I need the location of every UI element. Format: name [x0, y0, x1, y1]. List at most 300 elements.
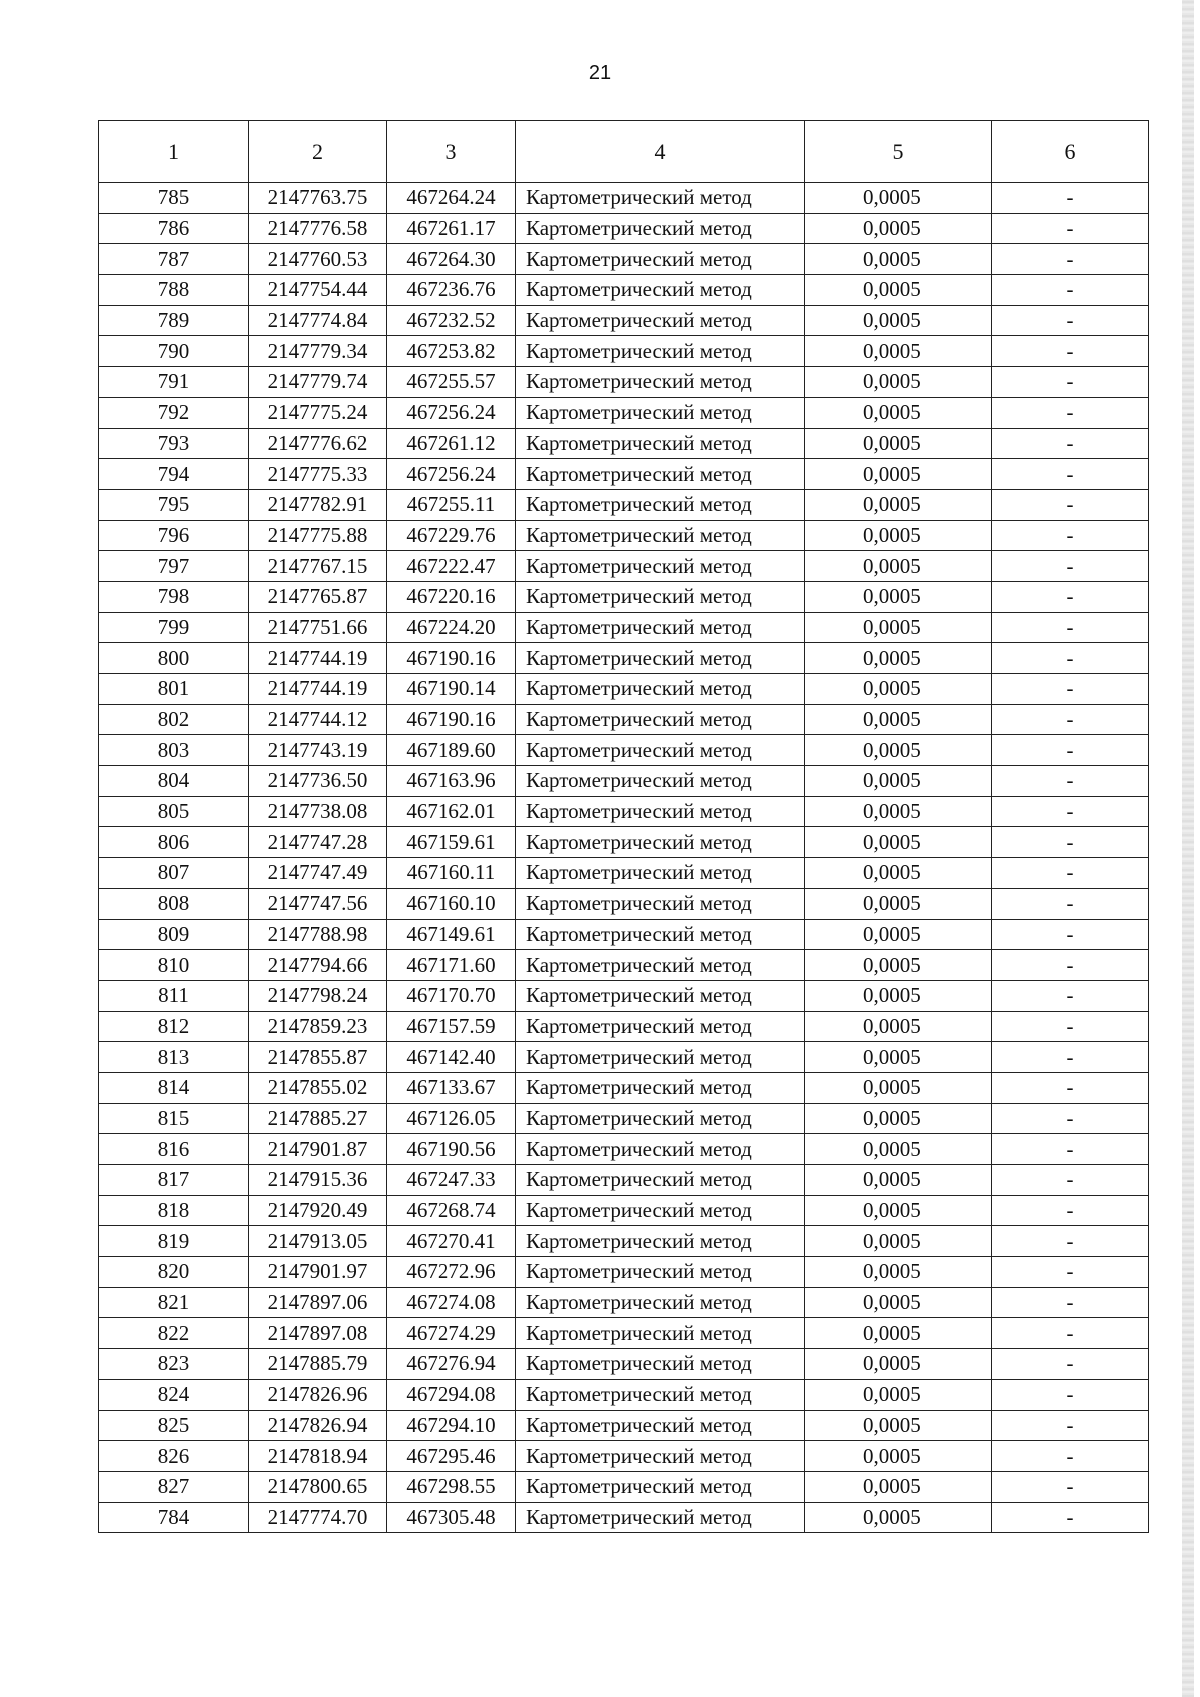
cell-accuracy: 0,0005	[805, 1165, 992, 1196]
cell-point-number: 802	[99, 704, 249, 735]
header-col-4: 4	[516, 121, 805, 183]
cell-coord-x: 2147885.79	[249, 1349, 387, 1380]
cell-accuracy: 0,0005	[805, 581, 992, 612]
cell-note: -	[992, 336, 1149, 367]
cell-point-number: 789	[99, 305, 249, 336]
cell-note: -	[992, 1471, 1149, 1502]
table-body	[99, 183, 1149, 1533]
table-row	[99, 336, 1149, 367]
cell-coord-y: 467157.59	[387, 1011, 516, 1042]
cell-point-number: 786	[99, 213, 249, 244]
cell-note: -	[992, 1134, 1149, 1165]
cell-method: Картометрический метод	[516, 1502, 805, 1533]
cell-accuracy: 0,0005	[805, 796, 992, 827]
cell-method: Картометрический метод	[516, 919, 805, 950]
cell-coord-y: 467294.08	[387, 1379, 516, 1410]
cell-coord-x: 2147776.58	[249, 213, 387, 244]
cell-coord-y: 467256.24	[387, 397, 516, 428]
cell-coord-y: 467268.74	[387, 1195, 516, 1226]
cell-note: -	[992, 367, 1149, 398]
cell-coord-x: 2147767.15	[249, 551, 387, 582]
cell-method: Картометрический метод	[516, 489, 805, 520]
cell-accuracy: 0,0005	[805, 367, 992, 398]
cell-method: Картометрический метод	[516, 1042, 805, 1073]
cell-method: Картометрический метод	[516, 1011, 805, 1042]
cell-note: -	[992, 888, 1149, 919]
table-row	[99, 1195, 1149, 1226]
table-row	[99, 766, 1149, 797]
cell-note: -	[992, 1502, 1149, 1533]
cell-point-number: 819	[99, 1226, 249, 1257]
cell-coord-x: 2147776.62	[249, 428, 387, 459]
cell-point-number: 826	[99, 1441, 249, 1472]
cell-method: Картометрический метод	[516, 336, 805, 367]
cell-note: -	[992, 275, 1149, 306]
cell-coord-y: 467190.14	[387, 674, 516, 705]
cell-coord-y: 467133.67	[387, 1072, 516, 1103]
cell-accuracy: 0,0005	[805, 275, 992, 306]
cell-coord-x: 2147775.33	[249, 459, 387, 490]
cell-coord-x: 2147782.91	[249, 489, 387, 520]
cell-point-number: 790	[99, 336, 249, 367]
table-row	[99, 1318, 1149, 1349]
cell-coord-x: 2147915.36	[249, 1165, 387, 1196]
cell-coord-x: 2147798.24	[249, 980, 387, 1011]
cell-accuracy: 0,0005	[805, 1287, 992, 1318]
cell-note: -	[992, 766, 1149, 797]
cell-note: -	[992, 397, 1149, 428]
cell-coord-x: 2147775.88	[249, 520, 387, 551]
cell-accuracy: 0,0005	[805, 551, 992, 582]
cell-note: -	[992, 213, 1149, 244]
cell-coord-y: 467305.48	[387, 1502, 516, 1533]
cell-point-number: 803	[99, 735, 249, 766]
cell-point-number: 799	[99, 612, 249, 643]
cell-accuracy: 0,0005	[805, 980, 992, 1011]
cell-method: Картометрический метод	[516, 1410, 805, 1441]
cell-method: Картометрический метод	[516, 827, 805, 858]
table-row	[99, 489, 1149, 520]
cell-note: -	[992, 244, 1149, 275]
cell-coord-y: 467163.96	[387, 766, 516, 797]
cell-point-number: 820	[99, 1257, 249, 1288]
cell-note: -	[992, 1165, 1149, 1196]
table-row	[99, 1103, 1149, 1134]
cell-note: -	[992, 796, 1149, 827]
cell-coord-y: 467261.17	[387, 213, 516, 244]
cell-coord-x: 2147744.12	[249, 704, 387, 735]
cell-point-number: 793	[99, 428, 249, 459]
cell-point-number: 791	[99, 367, 249, 398]
table-row	[99, 459, 1149, 490]
table-row	[99, 1257, 1149, 1288]
cell-note: -	[992, 305, 1149, 336]
cell-coord-x: 2147897.08	[249, 1318, 387, 1349]
cell-coord-y: 467224.20	[387, 612, 516, 643]
cell-coord-y: 467298.55	[387, 1471, 516, 1502]
cell-note: -	[992, 612, 1149, 643]
cell-point-number: 813	[99, 1042, 249, 1073]
cell-coord-y: 467274.08	[387, 1287, 516, 1318]
cell-method: Картометрический метод	[516, 367, 805, 398]
cell-accuracy: 0,0005	[805, 704, 992, 735]
cell-coord-y: 467294.10	[387, 1410, 516, 1441]
cell-method: Картометрический метод	[516, 1103, 805, 1134]
table-row	[99, 551, 1149, 582]
cell-coord-y: 467276.94	[387, 1349, 516, 1380]
cell-method: Картометрический метод	[516, 1195, 805, 1226]
cell-note: -	[992, 827, 1149, 858]
coordinates-table	[98, 120, 1149, 1533]
cell-coord-x: 2147794.66	[249, 950, 387, 981]
cell-point-number: 795	[99, 489, 249, 520]
table-row	[99, 520, 1149, 551]
cell-coord-y: 467149.61	[387, 919, 516, 950]
table-row	[99, 919, 1149, 950]
cell-coord-y: 467264.30	[387, 244, 516, 275]
cell-point-number: 807	[99, 858, 249, 889]
cell-point-number: 808	[99, 888, 249, 919]
header-col-3: 3	[387, 121, 516, 183]
header-row	[99, 121, 1149, 183]
cell-method: Картометрический метод	[516, 858, 805, 889]
cell-accuracy: 0,0005	[805, 950, 992, 981]
cell-method: Картометрический метод	[516, 1257, 805, 1288]
table-row	[99, 980, 1149, 1011]
cell-point-number: 812	[99, 1011, 249, 1042]
cell-accuracy: 0,0005	[805, 612, 992, 643]
cell-accuracy: 0,0005	[805, 305, 992, 336]
cell-coord-x: 2147788.98	[249, 919, 387, 950]
cell-note: -	[992, 674, 1149, 705]
cell-method: Картометрический метод	[516, 1471, 805, 1502]
cell-note: -	[992, 1072, 1149, 1103]
cell-accuracy: 0,0005	[805, 1441, 992, 1472]
cell-method: Картометрический метод	[516, 275, 805, 306]
cell-method: Картометрический метод	[516, 950, 805, 981]
cell-coord-y: 467255.57	[387, 367, 516, 398]
cell-accuracy: 0,0005	[805, 336, 992, 367]
cell-note: -	[992, 980, 1149, 1011]
header-col-5: 5	[805, 121, 992, 183]
cell-point-number: 788	[99, 275, 249, 306]
cell-note: -	[992, 735, 1149, 766]
cell-coord-x: 2147744.19	[249, 674, 387, 705]
cell-coord-y: 467255.11	[387, 489, 516, 520]
cell-note: -	[992, 1195, 1149, 1226]
table-row	[99, 674, 1149, 705]
cell-coord-y: 467159.61	[387, 827, 516, 858]
cell-coord-x: 2147736.50	[249, 766, 387, 797]
cell-point-number: 824	[99, 1379, 249, 1410]
cell-accuracy: 0,0005	[805, 1134, 992, 1165]
cell-coord-x: 2147855.02	[249, 1072, 387, 1103]
table-row	[99, 1287, 1149, 1318]
cell-note: -	[992, 459, 1149, 490]
table-row	[99, 1011, 1149, 1042]
table-row	[99, 367, 1149, 398]
cell-method: Картометрический метод	[516, 1287, 805, 1318]
cell-accuracy: 0,0005	[805, 459, 992, 490]
cell-accuracy: 0,0005	[805, 1471, 992, 1502]
cell-coord-y: 467220.16	[387, 581, 516, 612]
cell-point-number: 822	[99, 1318, 249, 1349]
cell-method: Картометрический метод	[516, 1318, 805, 1349]
cell-point-number: 798	[99, 581, 249, 612]
cell-coord-y: 467229.76	[387, 520, 516, 551]
cell-coord-x: 2147747.28	[249, 827, 387, 858]
cell-point-number: 814	[99, 1072, 249, 1103]
table-row	[99, 305, 1149, 336]
cell-accuracy: 0,0005	[805, 643, 992, 674]
cell-coord-y: 467171.60	[387, 950, 516, 981]
cell-point-number: 787	[99, 244, 249, 275]
cell-method: Картометрический метод	[516, 551, 805, 582]
table-row	[99, 1471, 1149, 1502]
cell-point-number: 825	[99, 1410, 249, 1441]
cell-accuracy: 0,0005	[805, 428, 992, 459]
table-row	[99, 1349, 1149, 1380]
cell-note: -	[992, 428, 1149, 459]
cell-accuracy: 0,0005	[805, 1410, 992, 1441]
cell-coord-x: 2147920.49	[249, 1195, 387, 1226]
cell-coord-x: 2147747.56	[249, 888, 387, 919]
cell-coord-x: 2147826.96	[249, 1379, 387, 1410]
cell-method: Картометрический метод	[516, 1349, 805, 1380]
table-row	[99, 1226, 1149, 1257]
cell-accuracy: 0,0005	[805, 827, 992, 858]
header-col-6: 6	[992, 121, 1149, 183]
cell-method: Картометрический метод	[516, 796, 805, 827]
cell-coord-x: 2147760.53	[249, 244, 387, 275]
cell-method: Картометрический метод	[516, 888, 805, 919]
table-row	[99, 950, 1149, 981]
cell-point-number: 827	[99, 1471, 249, 1502]
table-row	[99, 1441, 1149, 1472]
cell-method: Картометрический метод	[516, 1441, 805, 1472]
cell-coord-x: 2147855.87	[249, 1042, 387, 1073]
cell-coord-x: 2147800.65	[249, 1471, 387, 1502]
cell-coord-y: 467126.05	[387, 1103, 516, 1134]
cell-method: Картометрический метод	[516, 704, 805, 735]
cell-coord-x: 2147774.70	[249, 1502, 387, 1533]
cell-point-number: 817	[99, 1165, 249, 1196]
header-col-2: 2	[249, 121, 387, 183]
cell-accuracy: 0,0005	[805, 183, 992, 214]
cell-point-number: 792	[99, 397, 249, 428]
cell-method: Картометрический метод	[516, 459, 805, 490]
cell-coord-y: 467232.52	[387, 305, 516, 336]
cell-note: -	[992, 950, 1149, 981]
cell-coord-x: 2147743.19	[249, 735, 387, 766]
cell-point-number: 784	[99, 1502, 249, 1533]
cell-method: Картометрический метод	[516, 244, 805, 275]
cell-coord-x: 2147885.27	[249, 1103, 387, 1134]
cell-point-number: 805	[99, 796, 249, 827]
table-row	[99, 827, 1149, 858]
cell-coord-y: 467270.41	[387, 1226, 516, 1257]
cell-point-number: 818	[99, 1195, 249, 1226]
cell-coord-x: 2147744.19	[249, 643, 387, 674]
cell-accuracy: 0,0005	[805, 1318, 992, 1349]
cell-coord-y: 467142.40	[387, 1042, 516, 1073]
cell-coord-y: 467261.12	[387, 428, 516, 459]
cell-note: -	[992, 643, 1149, 674]
cell-accuracy: 0,0005	[805, 1042, 992, 1073]
cell-coord-y: 467160.10	[387, 888, 516, 919]
cell-note: -	[992, 551, 1149, 582]
cell-accuracy: 0,0005	[805, 213, 992, 244]
cell-note: -	[992, 1349, 1149, 1380]
table-row	[99, 1502, 1149, 1533]
cell-coord-x: 2147779.74	[249, 367, 387, 398]
cell-coord-x: 2147913.05	[249, 1226, 387, 1257]
cell-note: -	[992, 1042, 1149, 1073]
cell-accuracy: 0,0005	[805, 735, 992, 766]
table-row	[99, 1072, 1149, 1103]
cell-accuracy: 0,0005	[805, 1195, 992, 1226]
table-row	[99, 1165, 1149, 1196]
cell-coord-y: 467247.33	[387, 1165, 516, 1196]
cell-accuracy: 0,0005	[805, 1011, 992, 1042]
cell-coord-x: 2147754.44	[249, 275, 387, 306]
cell-accuracy: 0,0005	[805, 1257, 992, 1288]
cell-accuracy: 0,0005	[805, 244, 992, 275]
cell-coord-x: 2147738.08	[249, 796, 387, 827]
table-row	[99, 428, 1149, 459]
table-row	[99, 275, 1149, 306]
cell-note: -	[992, 520, 1149, 551]
cell-coord-y: 467222.47	[387, 551, 516, 582]
cell-coord-y: 467236.76	[387, 275, 516, 306]
cell-point-number: 797	[99, 551, 249, 582]
cell-note: -	[992, 1287, 1149, 1318]
cell-coord-y: 467190.16	[387, 643, 516, 674]
cell-coord-x: 2147901.97	[249, 1257, 387, 1288]
table-row	[99, 581, 1149, 612]
table-row	[99, 612, 1149, 643]
cell-coord-y: 467274.29	[387, 1318, 516, 1349]
cell-point-number: 796	[99, 520, 249, 551]
cell-point-number: 823	[99, 1349, 249, 1380]
cell-note: -	[992, 183, 1149, 214]
cell-coord-y: 467256.24	[387, 459, 516, 490]
cell-method: Картометрический метод	[516, 1165, 805, 1196]
cell-coord-y: 467162.01	[387, 796, 516, 827]
cell-coord-y: 467160.11	[387, 858, 516, 889]
cell-coord-y: 467253.82	[387, 336, 516, 367]
cell-point-number: 810	[99, 950, 249, 981]
cell-point-number: 806	[99, 827, 249, 858]
cell-coord-x: 2147818.94	[249, 1441, 387, 1472]
cell-point-number: 811	[99, 980, 249, 1011]
cell-method: Картометрический метод	[516, 397, 805, 428]
cell-accuracy: 0,0005	[805, 674, 992, 705]
cell-method: Картометрический метод	[516, 980, 805, 1011]
cell-coord-x: 2147897.06	[249, 1287, 387, 1318]
cell-point-number: 816	[99, 1134, 249, 1165]
cell-accuracy: 0,0005	[805, 1103, 992, 1134]
cell-point-number: 815	[99, 1103, 249, 1134]
cell-method: Картометрический метод	[516, 643, 805, 674]
cell-coord-y: 467189.60	[387, 735, 516, 766]
cell-accuracy: 0,0005	[805, 858, 992, 889]
page-number: 21	[588, 62, 612, 84]
cell-note: -	[992, 1103, 1149, 1134]
cell-note: -	[992, 1379, 1149, 1410]
cell-method: Картометрический метод	[516, 581, 805, 612]
table-row	[99, 858, 1149, 889]
cell-accuracy: 0,0005	[805, 1072, 992, 1103]
table-row	[99, 244, 1149, 275]
cell-point-number: 821	[99, 1287, 249, 1318]
table-row	[99, 1042, 1149, 1073]
cell-method: Картометрический метод	[516, 1072, 805, 1103]
table-row	[99, 183, 1149, 214]
cell-coord-x: 2147901.87	[249, 1134, 387, 1165]
cell-coord-y: 467264.24	[387, 183, 516, 214]
table-row	[99, 1134, 1149, 1165]
cell-point-number: 804	[99, 766, 249, 797]
cell-method: Картометрический метод	[516, 1226, 805, 1257]
cell-note: -	[992, 1441, 1149, 1472]
cell-method: Картометрический метод	[516, 674, 805, 705]
cell-note: -	[992, 1410, 1149, 1441]
table-row	[99, 704, 1149, 735]
cell-note: -	[992, 704, 1149, 735]
table-row	[99, 397, 1149, 428]
cell-method: Картометрический метод	[516, 183, 805, 214]
scan-edge	[1182, 0, 1194, 1697]
cell-method: Картометрический метод	[516, 305, 805, 336]
cell-method: Картометрический метод	[516, 1379, 805, 1410]
cell-accuracy: 0,0005	[805, 766, 992, 797]
cell-note: -	[992, 1318, 1149, 1349]
table-header	[99, 121, 1149, 183]
cell-method: Картометрический метод	[516, 612, 805, 643]
cell-accuracy: 0,0005	[805, 888, 992, 919]
cell-note: -	[992, 1011, 1149, 1042]
cell-note: -	[992, 489, 1149, 520]
cell-method: Картометрический метод	[516, 520, 805, 551]
header-col-1: 1	[99, 121, 249, 183]
cell-method: Картометрический метод	[516, 428, 805, 459]
cell-accuracy: 0,0005	[805, 1349, 992, 1380]
cell-coord-x: 2147751.66	[249, 612, 387, 643]
cell-accuracy: 0,0005	[805, 397, 992, 428]
cell-coord-x: 2147774.84	[249, 305, 387, 336]
table-row	[99, 1379, 1149, 1410]
cell-coord-y: 467295.46	[387, 1441, 516, 1472]
table-row	[99, 1410, 1149, 1441]
cell-coord-x: 2147859.23	[249, 1011, 387, 1042]
cell-coord-x: 2147765.87	[249, 581, 387, 612]
cell-method: Картометрический метод	[516, 735, 805, 766]
cell-method: Картометрический метод	[516, 213, 805, 244]
cell-accuracy: 0,0005	[805, 919, 992, 950]
cell-accuracy: 0,0005	[805, 1502, 992, 1533]
table-row	[99, 735, 1149, 766]
cell-note: -	[992, 581, 1149, 612]
cell-coord-x: 2147763.75	[249, 183, 387, 214]
cell-accuracy: 0,0005	[805, 520, 992, 551]
cell-note: -	[992, 1257, 1149, 1288]
cell-coord-x: 2147826.94	[249, 1410, 387, 1441]
cell-coord-x: 2147775.24	[249, 397, 387, 428]
cell-point-number: 809	[99, 919, 249, 950]
cell-point-number: 794	[99, 459, 249, 490]
table-row	[99, 796, 1149, 827]
